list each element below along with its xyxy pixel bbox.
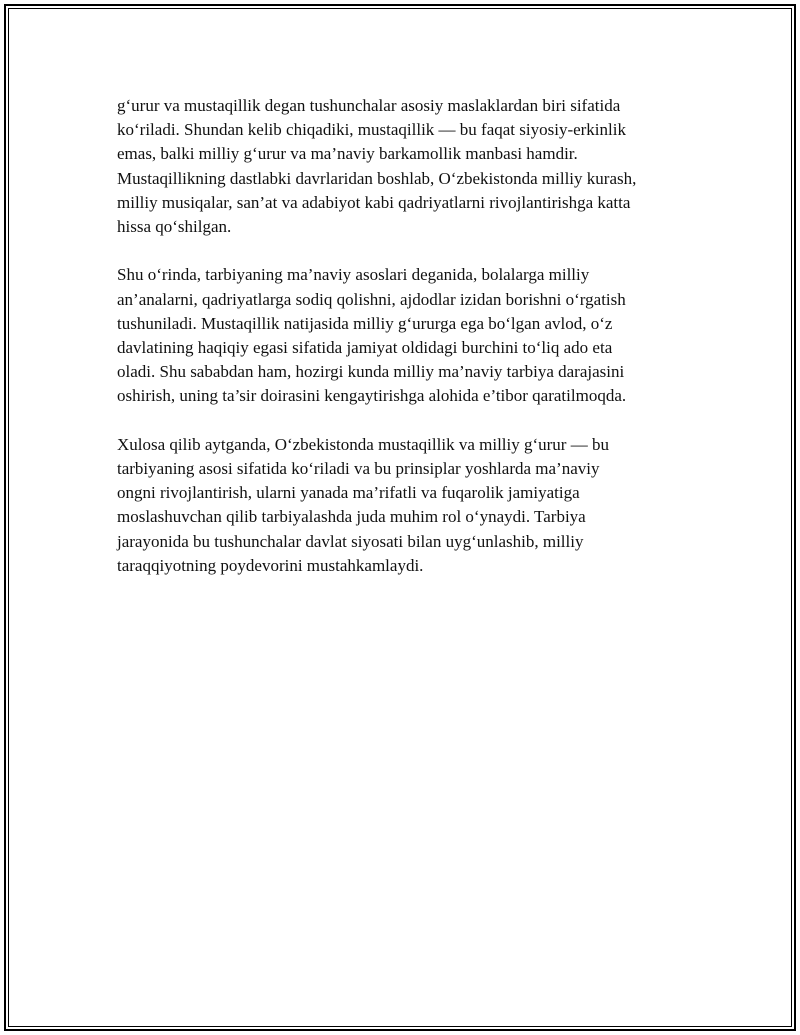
paragraph-1: g‘urur va mustaqillik degan tushunchalar asosiy maslaklardan biri sifatida ko‘riladi. Shundan kelib chiqadiki, mustaqillik — bu faqat siyosiy-erkinlik emas, balki milliy g‘urur va ma’naviy barkamollik manbasi hamdir. Mustaqillikning dastlabki davrlaridan boshlab, O‘zbekistonda milliy kurash, milliy musiqalar, san’at va adabiyot kabi qadriyatlarni rivojlantirishga katta hissa qo‘shilgan. <box>117 96 637 237</box>
paragraph-3: Xulosa qilib aytganda, O‘zbekistonda mustaqillik va milliy g‘urur — bu tarbiyaning asosi sifatida ko‘riladi va bu prinsiplar yoshlarda ma’naviy ongni rivojlantirish, ularni yanada ma’rifatli va fuqarolik jamiyatiga moslashuvchan qilib tarbiyalashda juda muhim rol o‘ynaydi. Tarbiya jarayonida bu tushunchalar davlat siyosati bilan uyg‘unlashib, milliy taraqqiyotning poydevorini mustahkamlaydi. <box>117 434 609 575</box>
paragraph-2: Shu o‘rinda, tarbiyaning ma’naviy asoslari deganida, bolalarga milliy an’analarni, qadriyatlarga sodiq qolishni, ajdodlar izidan borishni o‘rgatish tushuniladi. Mustaqillik natijasida milliy g‘ururga ega bo‘lgan avlod, o‘z davlatining haqiqiy egasi sifatida jamiyat oldidagi burchini to‘liq ado eta oladi. Shu sababdan ham, hozirgi kunda milliy ma’naviy tarbiya darajasini oshirish, uning ta’sir doirasini kengaytirishga alohida e’tibor qaratilmoqda. <box>117 265 627 406</box>
document-body <box>117 94 695 602</box>
